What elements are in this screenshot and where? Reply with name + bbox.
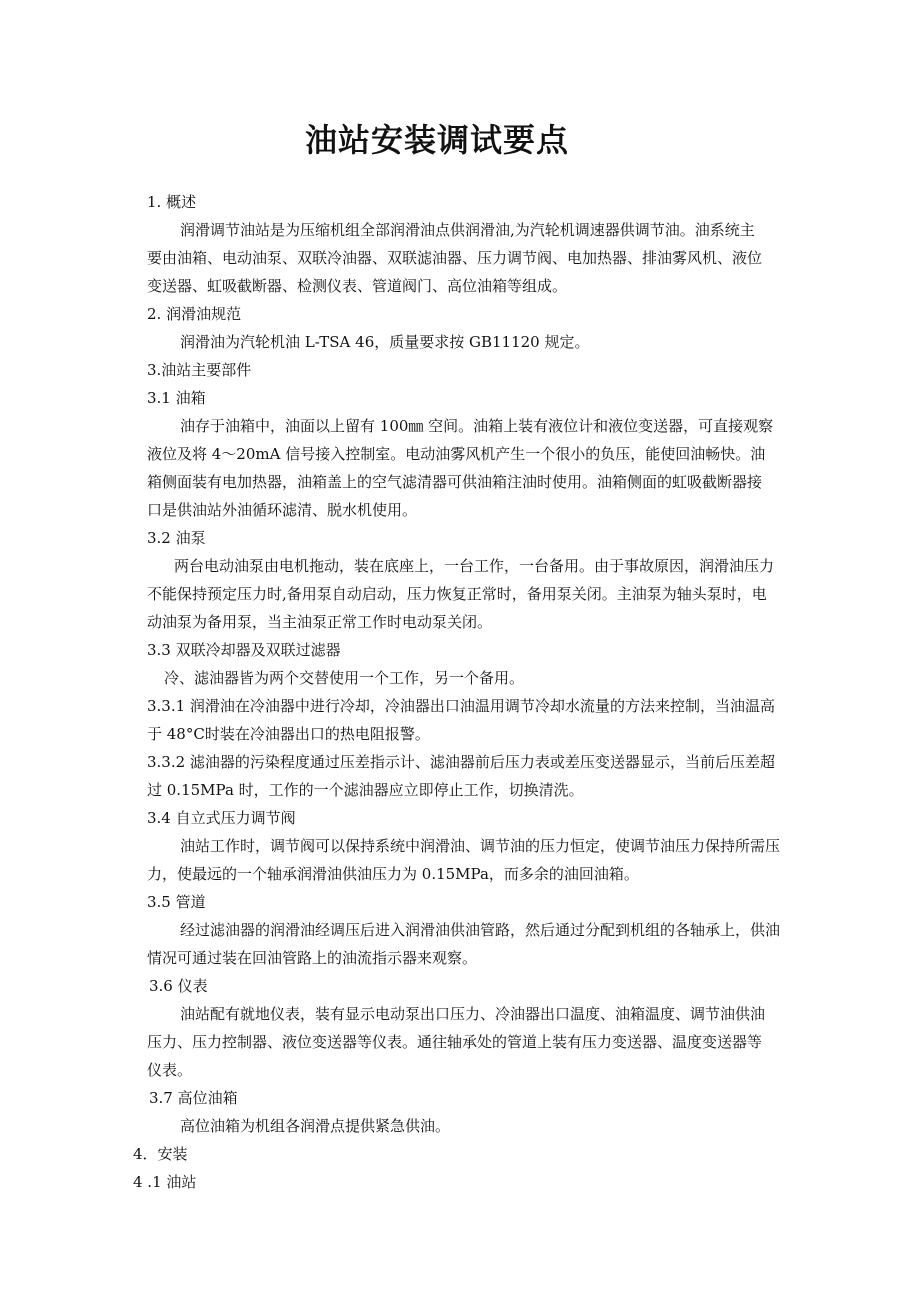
paragraph-line: 动油泵为备用泵，当主油泵正常工作时电动泵关闭。: [147, 613, 493, 631]
subsection-heading: 4 .1 油站: [133, 1173, 197, 1191]
section-heading: 3.油站主要部件: [147, 361, 252, 379]
section-heading: 1. 概述: [147, 193, 197, 211]
paragraph-line: 油站工作时，调节阀可以保持系统中润滑油、调节油的压力恒定，使调节油压力保持所需压: [180, 837, 781, 855]
paragraph-line: 力，使最远的一个轴承润滑油供油压力为 0.15MPa，而多余的油回油箱。: [147, 865, 639, 883]
paragraph-line: 过 0.15MPa 时，工作的一个滤油器应立即停止工作，切换清洗。: [147, 781, 584, 799]
paragraph-line: 高位油箱为机组各润滑点提供紧急供油。: [180, 1117, 451, 1135]
paragraph-line: 经过滤油器的润滑油经调压后进入润滑油供油管路，然后通过分配到机组的各轴承上，供油: [180, 921, 781, 939]
subsection-heading: 3.6 仪表: [149, 977, 208, 995]
paragraph-line: 两台电动油泵由电机拖动，装在底座上，一台工作，一台备用。由于事故原因，润滑油压力: [174, 557, 775, 575]
subsection-heading: 3.1 油箱: [147, 389, 206, 407]
paragraph-line: 3.3.1 润滑油在冷油器中进行冷却，冷油器出口油温用调节冷却水流量的方法来控制，当油温高: [147, 697, 775, 715]
paragraph-line: 不能保持预定压力时,备用泵自动启动，压力恢复正常时，备用泵关闭。主油泵为轴头泵时，电: [147, 585, 767, 603]
subsection-heading: 3.4 自立式压力调节阀: [147, 809, 296, 827]
paragraph-line: 冷、滤油器皆为两个交替使用一个工作，另一个备用。: [164, 669, 525, 687]
subsection-heading: 3.2 油泵: [147, 529, 206, 547]
paragraph-line: 变送器、虹吸截断器、检测仪表、管道阀门、高位油箱等组成。: [147, 277, 568, 295]
subsection-heading: 3.7 高位油箱: [149, 1089, 238, 1107]
paragraph-line: 口是供油站外油循环滤清、脱水机使用。: [147, 501, 418, 519]
paragraph-line: 情况可通过装在回油管路上的油流指示器来观察。: [147, 949, 478, 967]
paragraph-line: 3.3.2 滤油器的污染程度通过压差指示计、滤油器前后压力表或差压变送器显示，当前后压差超: [147, 753, 775, 771]
paragraph-line: 箱侧面装有电加热器，油箱盖上的空气滤清器可供油箱注油时使用。油箱侧面的虹吸截断器接: [147, 473, 763, 491]
paragraph-line: 油存于油箱中，油面以上留有 100㎜ 空间。油箱上装有液位计和液位变送器，可直接观察: [180, 417, 774, 435]
subsection-heading: 3.3 双联冷却器及双联过滤器: [147, 641, 341, 659]
section-heading: 2. 润滑油规范: [147, 305, 242, 323]
document-title: 油站安装调试要点: [304, 121, 569, 159]
paragraph-line: 压力、压力控制器、液位变送器等仪表。通往轴承处的管道上装有压力变送器、温度变送器等: [147, 1033, 763, 1051]
paragraph-line: 润滑油为汽轮机油 L-TSA 46，质量要求按 GB11120 规定。: [180, 333, 590, 351]
paragraph-line: 于 48°C时装在冷油器出口的热电阻报警。: [147, 725, 430, 743]
subsection-heading: 3.5 管道: [147, 893, 206, 911]
paragraph-line: 仪表。: [147, 1061, 193, 1079]
paragraph-line: 要由油箱、电动油泵、双联冷油器、双联滤油器、压力调节阀、电加热器、排油雾风机、液位: [147, 249, 763, 267]
paragraph-line: 液位及将 4～20mA 信号接入控制室。电动油雾风机产生一个很小的负压，能使回油畅快。油: [147, 445, 766, 463]
section-heading: 4．安装: [133, 1145, 188, 1163]
paragraph-line: 润滑调节油站是为压缩机组全部润滑油点供润滑油,为汽轮机调速器供调节油。油系统主: [180, 221, 755, 239]
paragraph-line: 油站配有就地仪表，装有显示电动泵出口压力、冷油器出口温度、油箱温度、调节油供油: [180, 1005, 766, 1023]
